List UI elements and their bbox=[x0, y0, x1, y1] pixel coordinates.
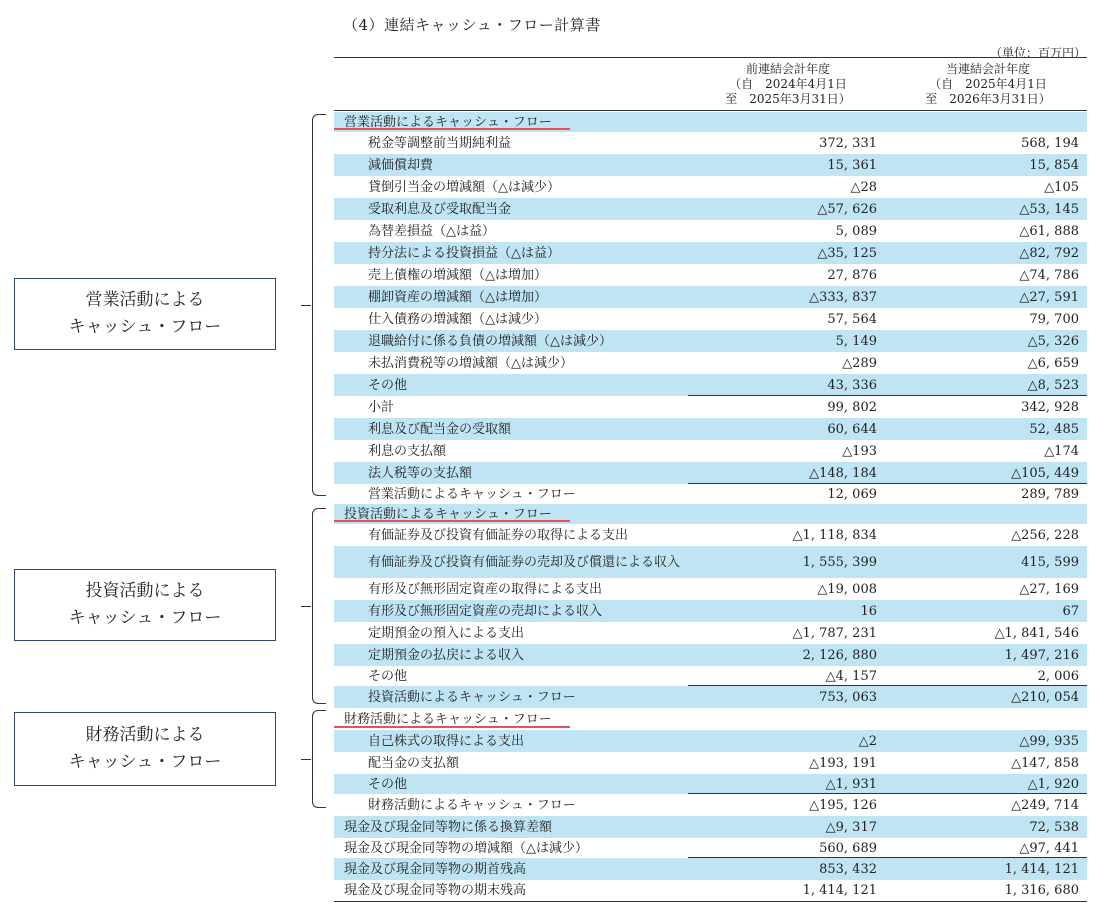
row-label: 為替差損益（△は益） bbox=[368, 223, 495, 239]
table-row bbox=[334, 622, 1087, 644]
table-row bbox=[334, 352, 1087, 374]
callout-line: キャッシュ・フロー bbox=[68, 608, 222, 628]
current-year-value: △147, 858 bbox=[1011, 755, 1079, 771]
row-label: その他 bbox=[368, 668, 408, 684]
row-label: 自己株式の取得による支出 bbox=[368, 733, 525, 749]
column-header-prev-title: 前連結会計年度 bbox=[745, 62, 830, 76]
column-header-curr-to: 至 2026年3月31日） bbox=[925, 92, 1051, 106]
prev-year-value: 753, 063 bbox=[819, 689, 877, 705]
current-year-value: △105, 449 bbox=[1011, 465, 1079, 481]
bracket-financing bbox=[312, 710, 326, 808]
prev-year-value: 57, 564 bbox=[827, 311, 877, 327]
callout-investing bbox=[14, 569, 276, 641]
row-label: その他 bbox=[368, 776, 408, 792]
table-top-rule bbox=[334, 57, 1087, 58]
row-label: 有価証券及び投資有価証券の売却及び償還による収入 bbox=[368, 554, 681, 570]
table-row bbox=[334, 264, 1087, 286]
table-row bbox=[334, 396, 1087, 418]
prev-year-value: 27, 876 bbox=[827, 267, 877, 283]
table-row bbox=[334, 176, 1087, 198]
table-row bbox=[334, 154, 1087, 176]
current-year-value: 79, 700 bbox=[1029, 311, 1079, 327]
section-label: 営業活動によるキャッシュ・フロー bbox=[344, 112, 556, 132]
current-year-value: △8, 523 bbox=[1027, 377, 1079, 393]
current-year-value: △97, 441 bbox=[1019, 840, 1079, 856]
column-header-prev-from: （自 2024年4月1日 bbox=[729, 77, 847, 91]
row-label: 有形及び無形固定資産の取得による支出 bbox=[368, 581, 603, 597]
current-year-value: △210, 054 bbox=[1011, 689, 1079, 705]
table-row bbox=[334, 286, 1087, 308]
table-row bbox=[334, 578, 1087, 600]
row-label: 未払消費税等の増減額（△は減少） bbox=[368, 355, 573, 371]
prev-year-value: 560, 689 bbox=[819, 840, 877, 856]
prev-year-value: 15, 361 bbox=[827, 157, 877, 173]
row-label: 売上債権の増減額（△は増加） bbox=[368, 267, 547, 283]
prev-year-value: 1, 414, 121 bbox=[802, 882, 877, 898]
section-header-investing bbox=[334, 504, 1087, 524]
current-year-value: △27, 169 bbox=[1019, 581, 1079, 597]
prev-year-value: 12, 069 bbox=[827, 486, 877, 502]
section-header-financing bbox=[334, 708, 1087, 730]
table-row bbox=[334, 198, 1087, 220]
row-label: 小計 bbox=[368, 399, 395, 415]
row-label: 利息の支払額 bbox=[368, 443, 447, 459]
table-row bbox=[334, 816, 1087, 838]
row-label: 受取利息及び受取配当金 bbox=[368, 201, 512, 217]
table-row bbox=[334, 880, 1087, 900]
prev-year-value: 1, 555, 399 bbox=[802, 554, 877, 570]
prev-year-value: △35, 125 bbox=[817, 245, 877, 261]
table-row bbox=[334, 752, 1087, 774]
current-year-value: 15, 854 bbox=[1029, 157, 1079, 173]
current-year-value: △249, 714 bbox=[1011, 797, 1079, 813]
table-row bbox=[334, 242, 1087, 264]
current-year-value: △256, 228 bbox=[1011, 527, 1079, 543]
current-year-value: 1, 497, 216 bbox=[1004, 647, 1079, 663]
table-row bbox=[334, 644, 1087, 666]
table-row bbox=[334, 308, 1087, 330]
row-label: 棚卸資産の増減額（△は増加） bbox=[368, 289, 547, 305]
callout-line: 財務活動による bbox=[85, 725, 205, 745]
prev-year-value: 16 bbox=[860, 603, 877, 619]
table-row bbox=[334, 774, 1087, 794]
prev-year-value: 372, 331 bbox=[819, 135, 877, 151]
row-label: 有価証券及び投資有価証券の取得による支出 bbox=[368, 527, 629, 543]
table-row bbox=[334, 838, 1087, 858]
section-label: 財務活動によるキャッシュ・フロー bbox=[344, 708, 556, 730]
table-row bbox=[334, 440, 1087, 462]
prev-year-value: △9, 317 bbox=[825, 819, 877, 835]
table-row bbox=[334, 730, 1087, 752]
row-label: 有形及び無形固定資産の売却による収入 bbox=[368, 603, 603, 619]
statement-title: （4）連結キャッシュ・フロー計算書 bbox=[343, 16, 601, 34]
prev-year-value: △57, 626 bbox=[817, 201, 877, 217]
prev-year-value: △195, 126 bbox=[809, 797, 877, 813]
table-row bbox=[334, 132, 1087, 154]
current-year-value: 568, 194 bbox=[1021, 135, 1079, 151]
current-year-value: 289, 789 bbox=[1021, 486, 1079, 502]
row-label: 定期預金の払戻による収入 bbox=[368, 647, 525, 663]
row-label: 財務活動によるキャッシュ・フロー bbox=[368, 797, 576, 813]
current-year-value: △5, 326 bbox=[1027, 333, 1079, 349]
row-label: 仕入債務の増減額（△は減少） bbox=[368, 311, 547, 327]
callout-line: キャッシュ・フロー bbox=[68, 317, 222, 337]
section-label: 投資活動によるキャッシュ・フロー bbox=[344, 504, 556, 524]
bracket-operating bbox=[312, 114, 326, 496]
row-label: 現金及び現金同等物の期首残高 bbox=[344, 861, 527, 877]
row-label: 定期預金の預入による支出 bbox=[368, 625, 525, 641]
column-header-prev-to: 至 2025年3月31日） bbox=[725, 92, 851, 106]
current-year-value: △53, 145 bbox=[1019, 201, 1079, 217]
prev-year-value: △289 bbox=[842, 355, 877, 371]
prev-year-value: 2, 126, 880 bbox=[802, 647, 877, 663]
current-year-value: △174 bbox=[1044, 443, 1079, 459]
header-bottom-rule bbox=[334, 110, 1087, 111]
column-header-curr-from: （自 2025年4月1日 bbox=[929, 77, 1047, 91]
table-row bbox=[334, 374, 1087, 396]
table-row bbox=[334, 462, 1087, 484]
prev-year-value: △19, 008 bbox=[817, 581, 877, 597]
prev-year-value: △148, 184 bbox=[809, 465, 877, 481]
row-label: 営業活動によるキャッシュ・フロー bbox=[368, 486, 576, 502]
row-label: 貸倒引当金の増減額（△は減少） bbox=[368, 179, 560, 195]
row-label: 現金及び現金同等物の増減額（△は減少） bbox=[344, 840, 588, 856]
bracket-investing bbox=[312, 508, 326, 704]
column-header-current-year bbox=[888, 62, 1088, 107]
row-label: 投資活動によるキャッシュ・フロー bbox=[368, 689, 576, 705]
current-year-value: 1, 414, 121 bbox=[1004, 861, 1079, 877]
callout-line: 投資活動による bbox=[85, 581, 205, 601]
current-year-value: 72, 538 bbox=[1029, 819, 1079, 835]
callout-financing bbox=[14, 712, 276, 786]
current-year-value: 342, 928 bbox=[1021, 399, 1079, 415]
unit-label: （単位：百万円） bbox=[989, 46, 1086, 60]
row-label: その他 bbox=[368, 377, 408, 393]
current-year-value: △82, 792 bbox=[1019, 245, 1079, 261]
prev-year-value: △193 bbox=[842, 443, 877, 459]
row-label: 利息及び配当金の受取額 bbox=[368, 421, 512, 437]
current-year-value: △74, 786 bbox=[1019, 267, 1079, 283]
prev-year-value: △1, 787, 231 bbox=[792, 625, 877, 641]
current-year-value: 2, 006 bbox=[1037, 668, 1079, 684]
row-label: 配当金の支払額 bbox=[368, 755, 460, 771]
current-year-value: 415, 599 bbox=[1021, 554, 1079, 570]
current-year-value: △99, 935 bbox=[1019, 733, 1079, 749]
table-row bbox=[334, 666, 1087, 686]
table-row bbox=[334, 794, 1087, 816]
prev-year-value: 5, 089 bbox=[835, 223, 877, 239]
current-year-value: △6, 659 bbox=[1027, 355, 1079, 371]
row-label: 退職給付に係る負債の増減額（△は減少） bbox=[368, 333, 612, 349]
table-row bbox=[334, 858, 1087, 880]
current-year-value: △1, 920 bbox=[1027, 776, 1079, 792]
section-header-operating bbox=[334, 112, 1087, 132]
row-label: 税金等調整前当期純利益 bbox=[368, 135, 512, 151]
table-bottom-rule bbox=[334, 901, 1087, 902]
table-row bbox=[334, 484, 1087, 504]
prev-year-value: △333, 837 bbox=[809, 289, 877, 305]
table-row bbox=[334, 418, 1087, 440]
prev-year-value: △28 bbox=[850, 179, 877, 195]
table-row bbox=[334, 686, 1087, 708]
current-year-value: 67 bbox=[1062, 603, 1079, 619]
current-year-value: 52, 485 bbox=[1029, 421, 1079, 437]
current-year-value: △1, 841, 546 bbox=[994, 625, 1079, 641]
table-row bbox=[334, 600, 1087, 622]
prev-year-value: 60, 644 bbox=[827, 421, 877, 437]
prev-year-value: △193, 191 bbox=[809, 755, 877, 771]
table-row bbox=[334, 220, 1087, 242]
prev-year-value: 99, 802 bbox=[827, 399, 877, 415]
callout-line: キャッシュ・フロー bbox=[68, 752, 222, 772]
column-header-prev-year bbox=[688, 62, 888, 107]
prev-year-value: △4, 157 bbox=[825, 668, 877, 684]
current-year-value: 1, 316, 680 bbox=[1004, 882, 1079, 898]
current-year-value: △105 bbox=[1044, 179, 1079, 195]
row-label: 現金及び現金同等物に係る換算差額 bbox=[344, 819, 553, 835]
table-row bbox=[334, 330, 1087, 352]
column-header-curr-title: 当連結会計年度 bbox=[945, 62, 1030, 76]
current-year-value: △27, 591 bbox=[1019, 289, 1079, 305]
table-row bbox=[334, 546, 1087, 578]
prev-year-value: 5, 149 bbox=[835, 333, 877, 349]
prev-year-value: 43, 336 bbox=[827, 377, 877, 393]
callout-line: 営業活動による bbox=[85, 290, 205, 310]
prev-year-value: △2 bbox=[858, 733, 877, 749]
current-year-value: △61, 888 bbox=[1019, 223, 1079, 239]
row-label: 減価償却費 bbox=[368, 157, 434, 173]
row-label: 法人税等の支払額 bbox=[368, 465, 473, 481]
table-row bbox=[334, 524, 1087, 546]
prev-year-value: 853, 432 bbox=[819, 861, 877, 877]
prev-year-value: △1, 931 bbox=[825, 776, 877, 792]
prev-year-value: △1, 118, 834 bbox=[792, 527, 877, 543]
row-label: 現金及び現金同等物の期末残高 bbox=[344, 882, 527, 898]
row-label: 持分法による投資損益（△は益） bbox=[368, 245, 560, 261]
callout-operating bbox=[14, 278, 276, 350]
